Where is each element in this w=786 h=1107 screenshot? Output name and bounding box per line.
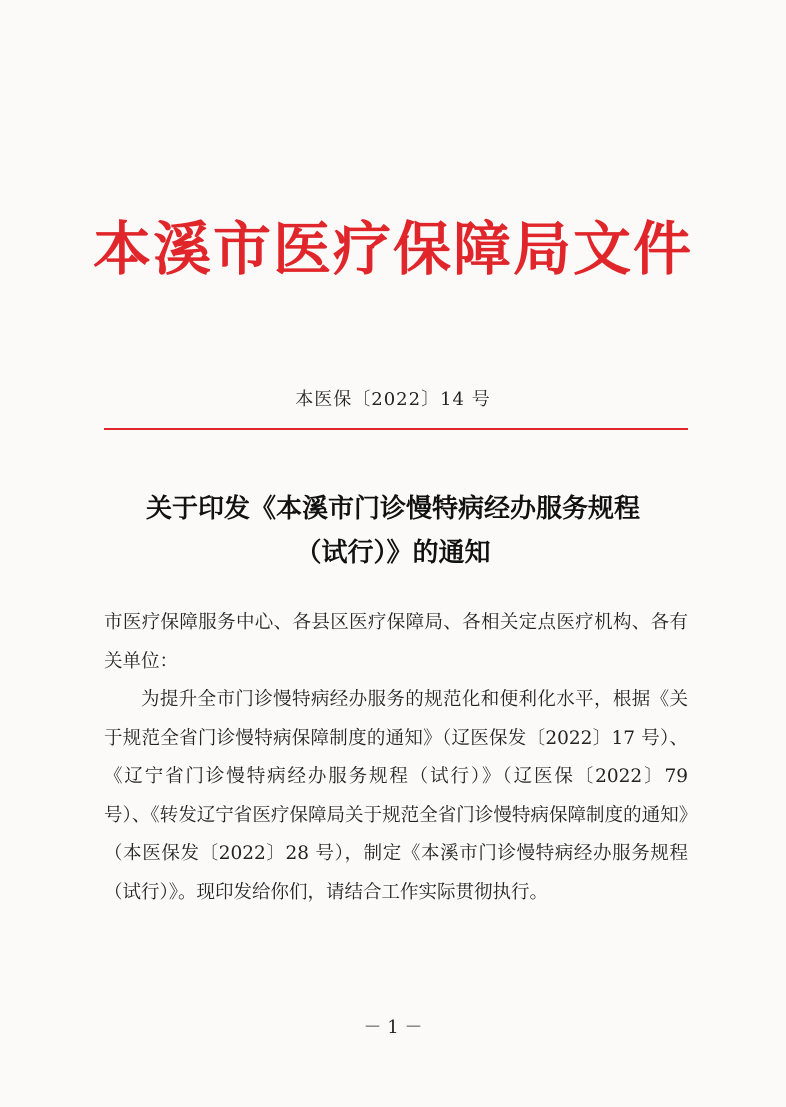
document-number: 本医保〔2022〕14 号 — [295, 389, 491, 410]
page-number: － 1 － — [363, 1017, 423, 1038]
body-paragraph: 为提升全市门诊慢特病经办服务的规范化和便利化水平，根据《关于规范全省门诊慢特病保障制度的通知》（辽医保发〔2022〕17 号）、《辽宁省门诊慢特病经办服务规程（试行）》（辽医保〔2022〕79 号）、《转发辽宁省医疗保障局关于规范全省门诊慢特病保障制度的通知》（本医保发〔2022〕28 号），制定《本溪市门诊慢特病经办服务规程（试行）》。现印发给你们，请结合工作实际贯彻执行。 — [104, 689, 688, 903]
document-title — [0, 487, 786, 575]
red-separator-line — [104, 428, 688, 430]
masthead-title: 本溪市医疗保障局文件 — [92, 215, 693, 283]
document-title-line-1: 关于印发《本溪市门诊慢特病经办服务规程 — [145, 494, 640, 524]
document-title-line-2: （试行）》的通知 — [295, 538, 491, 568]
salutation: 市医疗保障服务中心、各县区医疗保障局、各相关定点医疗机构、各有关单位： — [104, 612, 688, 672]
document-body — [104, 604, 688, 912]
